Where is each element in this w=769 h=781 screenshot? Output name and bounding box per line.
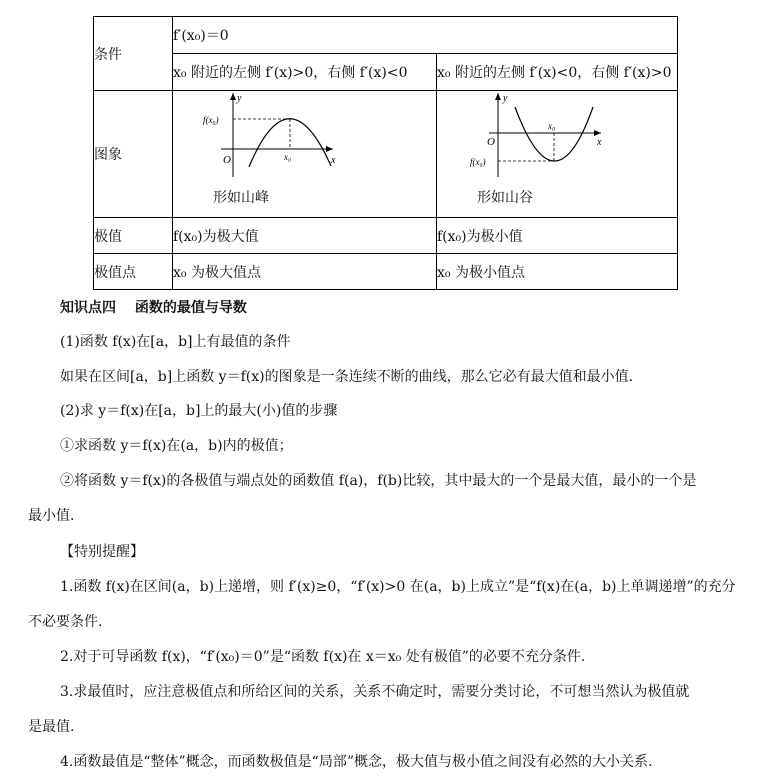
x-axis-arrow (594, 130, 601, 136)
row-header-condition: 条件 (94, 17, 173, 91)
peak-caption: 形如山峰 (213, 190, 269, 206)
extreme-max: f(x₀)为极大值 (173, 218, 437, 254)
reminder-4: 4.函数最值是“整体”概念，而函数极值是“局部”概念，极大值与极小值之间没有必然的大小关系. (60, 754, 653, 770)
y-label: y (237, 93, 242, 104)
condition-maximum: x₀ 附近的左侧 f′(x)>0，右侧 f′(x)<0 (173, 54, 437, 91)
fx0-label: f(x₀) (203, 115, 219, 125)
x-label: x (331, 155, 336, 166)
y-axis-arrow (495, 93, 501, 100)
reminder-3-cont: 是最值. (28, 719, 75, 735)
valley-graph (437, 91, 678, 217)
para-step-two: ②将函数 y＝f(x)的各极值与端点处的函数值 f(a)，f(b)比较，其中最大的一个是最大值，最小的一个是 (60, 473, 697, 489)
condition-minimum: x₀ 附近的左侧 f′(x)<0，右侧 f′(x)>0 (437, 54, 678, 91)
row-header-extpoint: 极值点 (94, 254, 173, 290)
row-header-extreme: 极值 (94, 218, 173, 254)
extpoint-max: x₀ 为极大值点 (173, 254, 437, 290)
condition-derivative-zero: f′(x₀)＝0 (173, 17, 678, 54)
graph-cell-valley (437, 91, 678, 218)
reminder-3: 3.求最值时，应注意极值点和所给区间的关系，关系不确定时，需要分类讨论，不可想当然认为极值就 (60, 684, 690, 700)
reminder-1-cont: 不必要条件. (28, 614, 103, 630)
y-label: y (503, 93, 508, 104)
origin-label: O (487, 136, 495, 148)
extreme-min: f(x₀)为极小值 (437, 218, 678, 254)
x0-label: x₀ (548, 121, 556, 131)
reminder-2: 2.对于可导函数 f(x)，“f′(x₀)＝0”是“函数 f(x)在 x＝x₀ 处有极值”的必要不充分条件. (60, 649, 586, 665)
para-max-condition: (1)函数 f(x)在[a，b]上有最值的条件 (60, 334, 291, 350)
fx0-label: f(x₀) (470, 157, 486, 167)
extremum-comparison-table (93, 16, 678, 290)
extpoint-min: x₀ 为极小值点 (437, 254, 678, 290)
para-step-two-cont: 最小值. (28, 508, 75, 524)
x-label: x (597, 137, 602, 148)
row-header-graph: 图象 (94, 91, 173, 218)
para-step-one: ①求函数 y＝f(x)在(a，b)内的极值； (60, 438, 293, 454)
reminder-title: 【特别提醒】 (60, 544, 144, 560)
origin-label: O (223, 154, 231, 166)
valley-caption: 形如山谷 (477, 190, 533, 206)
x0-label: x₀ (284, 152, 292, 162)
reminder-1: 1.函数 f(x)在区间(a，b)上递增，则 f′(x)≥0，“f′(x)>0 在(a，b)上成立”是“f(x)在(a，b)上单调递增”的充分 (60, 579, 736, 595)
graph-cell-peak (173, 91, 437, 218)
para-steps-title: (2)求 y＝f(x)在[a，b]上的最大(小)值的步骤 (60, 403, 338, 419)
para-continuous-curve: 如果在区间[a，b]上函数 y＝f(x)的图象是一条连续不断的曲线，那么它必有最大值和最小值. (60, 369, 634, 385)
y-axis-arrow (230, 93, 236, 100)
x-axis-arrow (326, 146, 333, 152)
section-title: 知识点四 函数的最值与导数 (60, 300, 247, 316)
